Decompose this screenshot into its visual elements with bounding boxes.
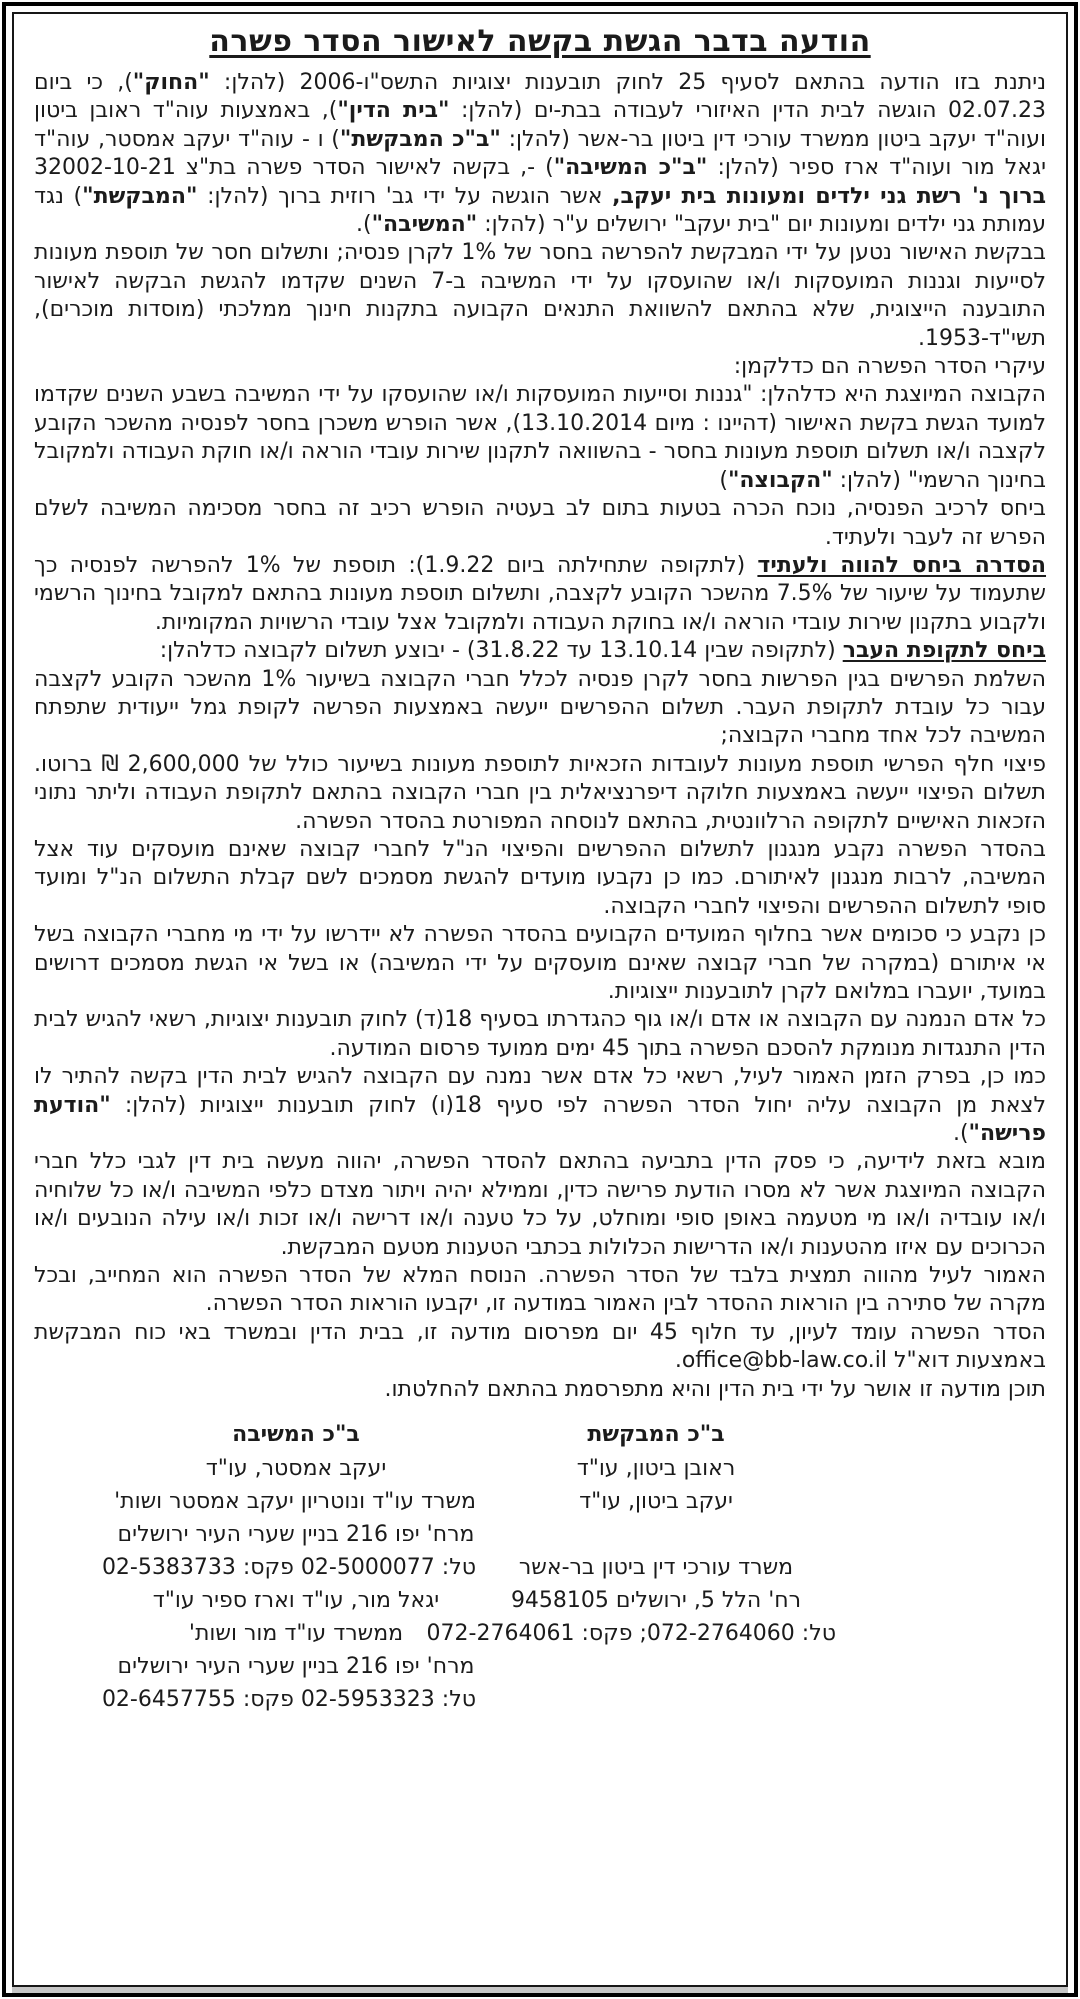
text-run: "המבקשת" [82, 183, 198, 209]
notice-paragraph [34, 1376, 1046, 1404]
text-run: האמור לעיל מהווה תמצית בלבד של הסדר הפשרה. הנוסח המלא של הסדר הפשרה הוא המחייב, ובכל מקרה של סתירה בין הוראות ההסדר לבין האמור במודעה זו, יקבעו הוראות הסדר הפשרה. [34, 1263, 1046, 1317]
text-run: כן נקבע כי סכומים אשר בחלוף המועדים הקבועים בהסדר הפשרה לא יידרשו על ידי מי מחברי הקבוצה בשל אי איתורם (במקרה של חברי קבוצה שאינם מועסקים על ידי המשיבה) או בשל אי הגשת מסמכים דרושים במועד, יועברו במלואם לקרן לתובענות ייצוגיות. [34, 922, 1046, 1004]
notice-paragraph [34, 353, 1046, 381]
text-run: "ב"כ המבקשת" [339, 126, 501, 152]
signature-line: רח' הלל 5, ירושלים 9458105 [510, 1588, 802, 1614]
text-run: . [674, 1348, 682, 1374]
text-run: ) [719, 467, 728, 493]
signature-line [476, 1518, 836, 1551]
text-run: "בית הדין" [337, 98, 450, 124]
respondent-counsel-lines [101, 1452, 476, 1716]
text-run: "המשיבה" [371, 212, 478, 238]
applicant-counsel-header: ב"כ המבקשת [587, 1422, 725, 1448]
applicant-counsel-column [426, 1418, 836, 1716]
respondent-counsel-header: ב"כ המשיבה [232, 1422, 360, 1448]
signature-line: טל: 02-5953323 פקס: 02-6457755 [101, 1687, 476, 1713]
signature-line: מרח' יפו 216 בניין שערי העיר ירושלים [117, 1522, 475, 1548]
notice-paragraph [34, 1006, 1046, 1063]
text-run: השלמת הפרשים בגין הפרשות בחסר לקרן פנסיה לכלל חברי הקבוצה בשיעור 1% מהשכר הקובע לקצבה עבור כל עובדת לתקופת העבר. תשלום ההפרשים ייעשה באמצעות הפרשה לקופת גמל ייעודית שתפתח המשיבה לכל אחד מחברי הקבוצה; [34, 666, 1046, 749]
text-run: (לתקופה שתחילתה ביום 1.9.22): תוספת של 1% להפרשה לפנסיה כך שתעמוד על שיעור של 7.5% מהשכר הקובע לקצבה, ותשלום תוספת מעונות בהתאם למקובל בחינוך הרשמי ולקבוע בתקנון שירות עובדי הוראה ו/או בחוקת העבודה ולמקובל אצל עובדי הרשויות המקומיות. [34, 552, 1047, 635]
notice-paragraph [34, 69, 1046, 239]
signature-line: ראובן ביטון, עו"ד [576, 1456, 736, 1482]
text-run: "ב"כ המשיבה" [553, 155, 708, 181]
text-run: כמו כן, בפרק הזמן האמור לעיל, רשאי כל אדם אשר נמנה עם הקבוצה להגיש לבית הדין בקשה להתיר לו לצאת מן הקבוצה עליה יחול הסדר הפשרה לפי סעיף 18(ו) לחוק תובענות ייצוגיות (להלן: [34, 1064, 1046, 1118]
text-run: תוכן מודעה זו אושר על ידי בית הדין והיא מתפרסמת בהתאם להחלטתו. [384, 1376, 1046, 1402]
notice-content [12, 12, 1068, 1987]
notice-paragraph [34, 1063, 1046, 1148]
text-run: ). [952, 1121, 969, 1147]
notice-paragraph [34, 1262, 1046, 1319]
notice-paragraph [34, 1148, 1046, 1262]
text-run: ). [356, 212, 372, 238]
text-run: מובא בזאת לידיעה, כי פסק הדין בתביעה בהתאם להסדר הפשרה, יהווה מעשה בית דין לגבי כלל חברי הקבוצה המיוצגת אשר לא מסרו הודעת פרישה כדין, וממילא יהיה ויתור מצדם כלפי המשיבה ו/או כל שלוחיה ו/או עובדיה ו/או מי מטעמה באופן סופי ומוחלט, על כל טענה ו/או דרישה ו/או זכות ו/או עילה הנובעים ו/או הכרוכים עם איזו מהטענות ו/או הדרישות הכלולות בכתבי הטענות מטעם המבקשת. [34, 1149, 1046, 1260]
notice-paragraph [34, 637, 1046, 665]
notice-paragraph [34, 495, 1046, 552]
signature-line: טל: 072-2764060; פקס: 072-2764061 [426, 1621, 836, 1647]
notice-title: הודעה בדבר הגשת בקשה לאישור הסדר פשרה [209, 24, 871, 59]
text-run: "הודעת פרישה" [34, 1092, 1046, 1147]
text-run: "החוק" [132, 70, 210, 95]
text-run: פיצוי חלף הפרשי תוספת מעונות לעובדות הזכאיות לתוספת מעונות בשיעור כולל של 2,600,000 ₪ ברוטו. תשלום הפיצוי ייעשה באמצעות חלוקה דיפרנציאלית בין חברי הקבוצה בהתאם לתקופת העבודה וליתר נתוני הזכאות האישיים לתקופה הרלוונטית, בהתאם לנוסחה המפורטת בהסדר הפשרה. [34, 751, 1046, 834]
text-run: "הקבוצה" [727, 467, 833, 493]
text-run: (לתקופה שבין 13.10.14 עד 31.8.22) - יבוצע תשלום לקבוצה כדלהלן: [159, 638, 843, 664]
text-run: ) ו - עוה"ד יעקב אמסטר, עוה"ד יגאל מור ועוה"ד ארז ספיר (להלן: [34, 126, 1046, 181]
applicant-counsel-lines [426, 1452, 836, 1650]
text-run: עיקרי הסדר הפשרה הם כדלקמן: [733, 354, 1046, 380]
notice-paragraph [34, 666, 1046, 751]
text-run: הסדרה ביחס להווה ולעתיד [757, 552, 1047, 578]
text-run: הקבוצה המיוצגת היא כדלהלן: "גננות וסייעות המועסקות ו/או שהועסקו על ידי המשיבה בשבע השנים שקדמו למועד הגשת בקשת האישור (דהיינו : מיום 13.10.2014), אשר הופרש משכרן בחסר לפנסיה מהשכר הקובע לקצבה ו/או תשלום תוספת מעונות בחסר - בהשוואה לתקנון שירות עובדי הוראה ו/או חוקת העבודה ולמקובל בחינוך הרשמי" (להלן: [34, 382, 1046, 493]
signature-line: משרד עו"ד ונוטריון יעקב אמסטר ושות' [114, 1489, 476, 1515]
notice-paragraph [34, 381, 1046, 495]
signature-line: ממשרד עו"ד מור ושות' [188, 1621, 404, 1647]
text-run: ברוך נ' רשת גני ילדים ומעונות בית יעקב, [612, 183, 1046, 209]
text-run: ) -, בקשה לאישור הסדר פשרה בת"צ 32002-10-21 [34, 155, 554, 181]
notice-paragraph [34, 836, 1046, 921]
signature-line: משרד עורכי דין ביטון בר-אשר [518, 1555, 794, 1581]
signature-line: יגאל מור, עו"ד וארז ספיר עו"ד [152, 1588, 440, 1614]
text-run: ) נגד עמותת גני ילדים ומעונות יום "בית יעקב" ירושלים ע"ר (להלן: [34, 183, 1046, 238]
notice-paragraph [34, 1319, 1046, 1376]
notice-body [34, 69, 1046, 1404]
notice-paragraph [34, 239, 1046, 353]
text-run: בבקשת האישור נטען על ידי המבקשת להפרשה בחסר של 1% לקרן פנסיה; ותשלום חסר של תוספת מעונות לסייעות וגננות המועסקות ו/או שהועסקו על ידי המשיבה ב-7 השנים שקדמו להגשת הבקשה לאישור התובענה הייצוגית, שלא בהתאם להשוואת התנאים הקבועה בתקנות חינוך ממלכתי (מוסדות מוכרים), תשי"ד-1953. [34, 240, 1046, 351]
email-address: office@bb-law.co.il [681, 1348, 888, 1374]
text-run: בהסדר הפשרה נקבע מנגנון לתשלום ההפרשים והפיצוי הנ"ל לחברי קבוצה שאינם מועסקים עוד אצל המשיבה, לרבות מנגנון לאיתורם. כמו כן נקבעו מועדים להגשת מסמכים לשם קבלת התשלום הנ"ל ומועד סופי לתשלום ההפרשים והפיצוי לחברי הקבוצה. [34, 836, 1046, 919]
text-run: כל אדם הנמנה עם הקבוצה או אדם ו/או גוף כהגדרתו בסעיף 18(ד) לחוק תובענות יצוגיות, רשאי להגיש לבית הדין התנגדות מנומקת להסכם הפשרה בתוך 45 ימים ממועד פרסום המודעה. [34, 1007, 1047, 1061]
respondent-counsel-column [101, 1418, 476, 1716]
text-run: ), כי ביום 02.07.23 הוגשה לבית הדין האיזורי לעבודה בבת-ים (להלן: [34, 70, 1046, 124]
signature-section [101, 1418, 836, 1716]
text-run: ביחס לתקופת העבר [842, 638, 1046, 664]
signature-line: טל: 02-5000077 פקס: 02-5383733 [101, 1555, 476, 1581]
text-run: ניתנת בזו הודעה בהתאם לסעיף 25 לחוק תובענות יצוגיות התשס"ו-2006 (להלן: [209, 70, 1047, 95]
text-run: הסדר הפשרה עומד לעיון, עד חלוף 45 יום מפרסום מודעה זו, בבית הדין ובמשרד באי כוח המבקשת באמצעות דוא"ל [34, 1319, 1046, 1374]
text-run: אשר הוגשה על ידי גב' רוזית ברוך (להלן: [197, 183, 613, 209]
notice-paragraph [34, 921, 1046, 1006]
notice-paragraph [34, 751, 1046, 836]
signature-line: מרח' יפו 216 בניין שערי העיר ירושלים [117, 1654, 475, 1680]
text-run: ביחס לרכיב הפנסיה, נוכח הכרה בטעות בתום לב בעטיה הופרש רכיב זה בחסר מסכימה המשיבה לשלם הפרש זה לעבר ולעתיד. [34, 496, 1046, 550]
text-run: ), באמצעות עוה"ד ראובן ביטון ועוה"ד יעקב ביטון ממשרד עורכי דין ביטון בר-אשר (להלן: [34, 98, 1046, 152]
signature-line: יעקב ביטון, עו"ד [579, 1489, 733, 1515]
notice-border-frame [2, 2, 1078, 1997]
notice-paragraph [34, 552, 1046, 637]
signature-line: יעקב אמסטר, עו"ד [205, 1456, 387, 1482]
